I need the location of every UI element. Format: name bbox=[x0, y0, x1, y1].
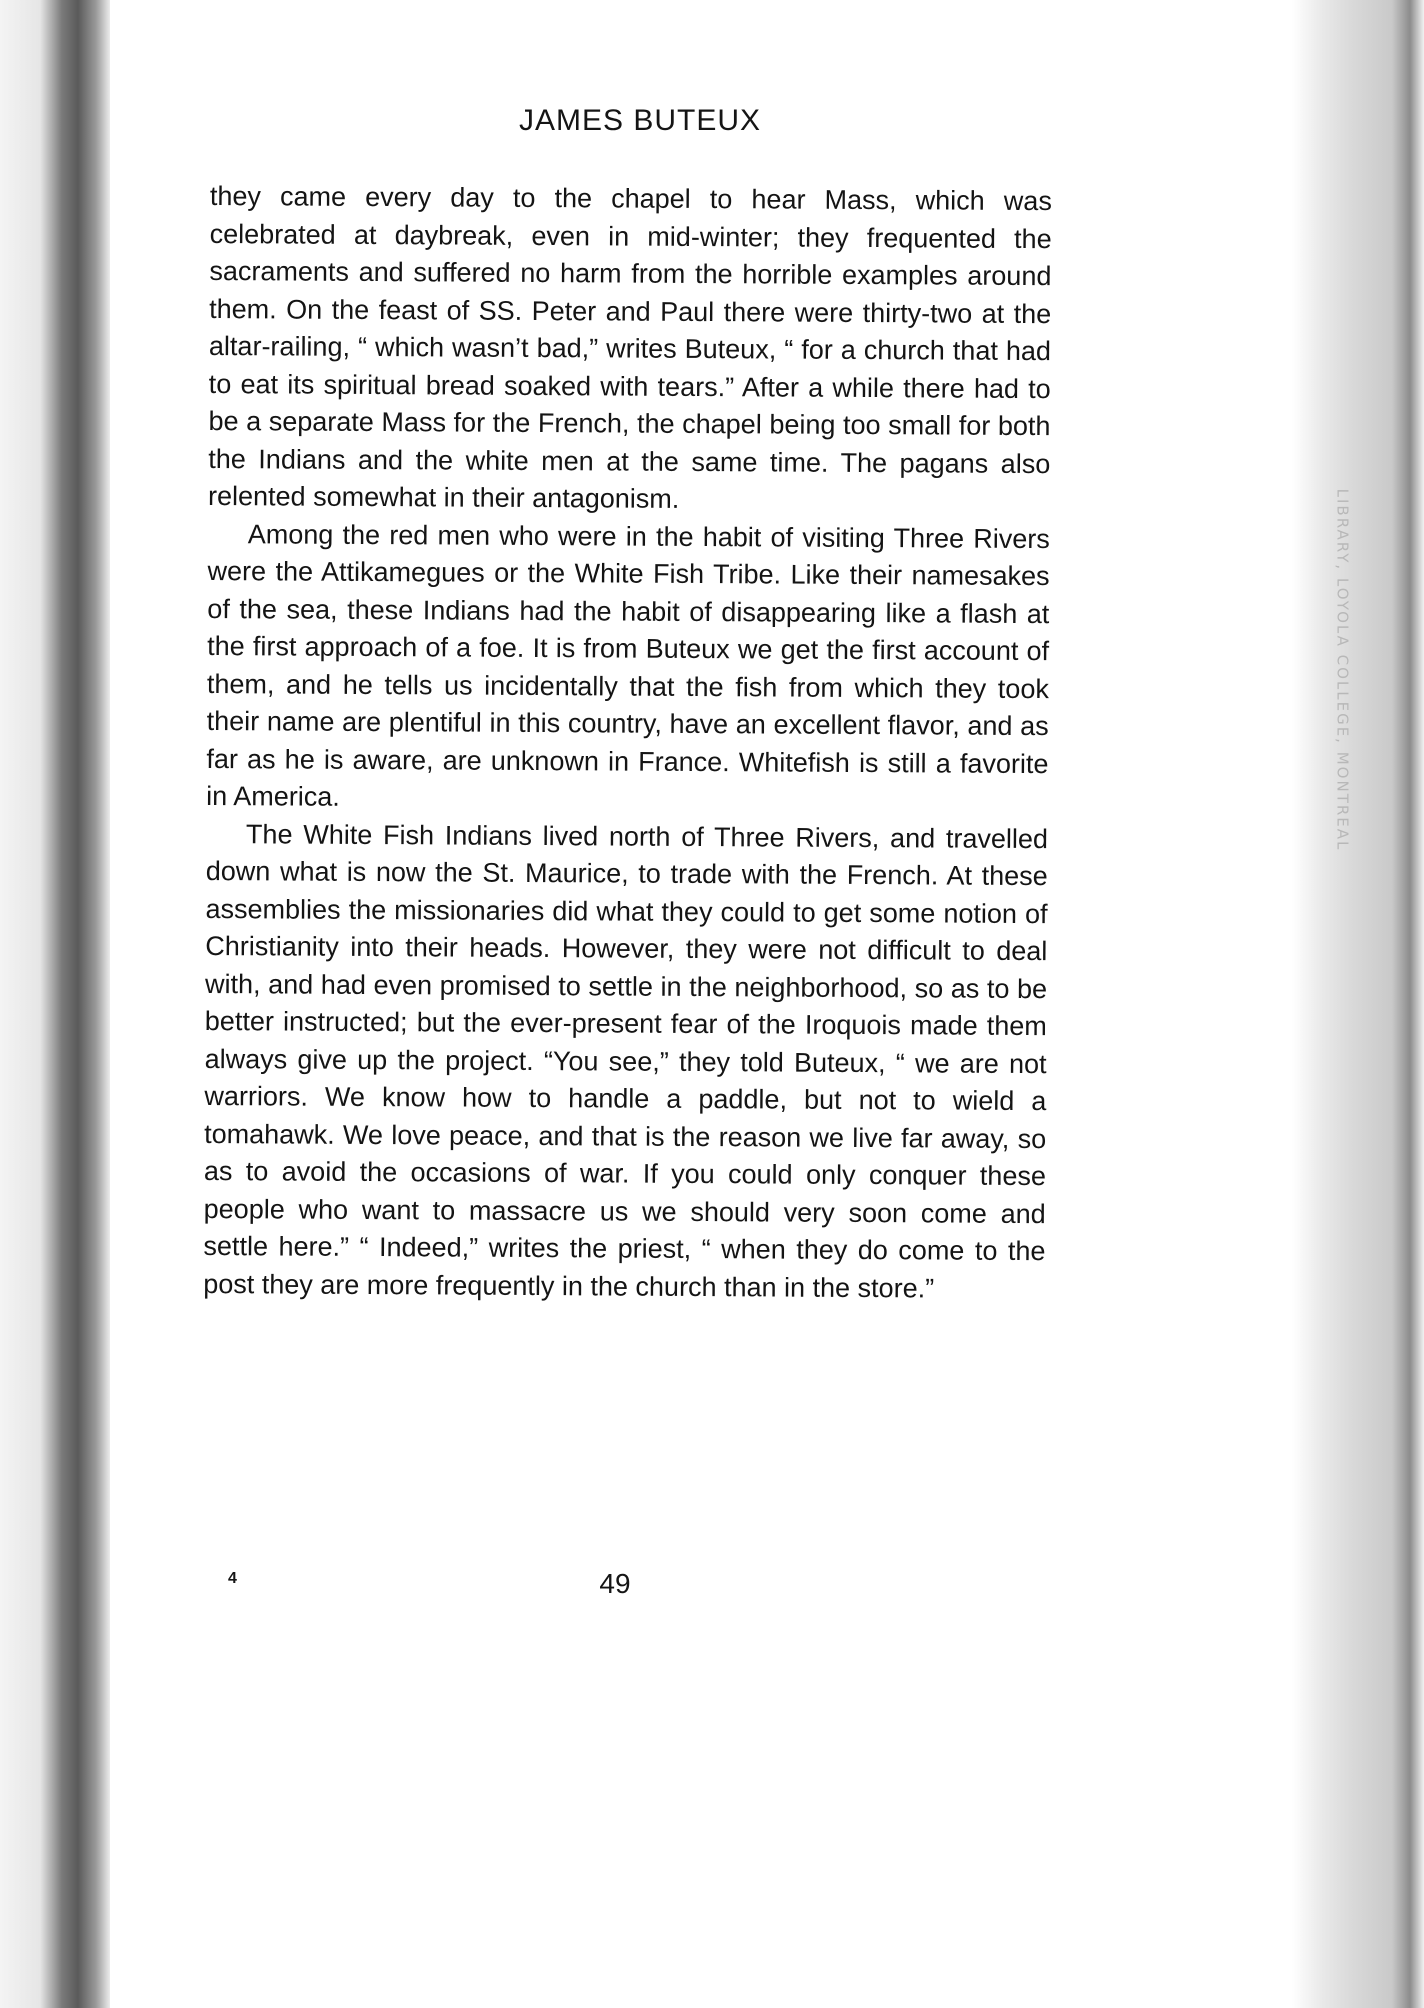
running-title: JAMES BUTEUX bbox=[518, 104, 762, 137]
library-stamp bbox=[1322, 270, 1362, 1070]
page-body bbox=[203, 178, 1052, 1308]
paragraph-3: The White Fish Indians lived north of Three Rivers, and travelled down what is now the St. Maurice, to trade with the French. At these assemblies the missionaries did what they could to get some notion of Christianity into their heads. However, they were not difficult to deal with, and had even promised to settle in the neighborhood, so as to be better instructed; but the ever-present fear of the Iroquois made them always give up the project. “You see,” they told Buteux, “ we are not warriors. We know how to handle a paddle, but not to wield a tomahawk. We love peace, and that is the reason we live far away, so as to avoid the occasions of war. If you could only conquer these people who want to massacre us we should very soon come and settle here.” “ Indeed,” writes the priest, “ when they do come to the post they are more frequently in the church than in the store.” bbox=[203, 818, 1049, 1303]
library-stamp-text: LIBRARY, LOYOLA COLLEGE, MONTREAL bbox=[1333, 488, 1352, 852]
paragraph-1: they came every day to the chapel to hear Mass, which was celebrated at daybreak, even in mid-winter; they frequented the sacraments and suffered no harm from the horrible examples around them. On the feast of SS. Peter and Paul there were thirty-two at the altar-railing, “ which wasn’t bad,” writes Buteux, “ for a church that had to eat its spiritual bread soaked with tears.” After a while there had to be a separate Mass for the French, the chapel being too small for both the Indians and the white men at the same time. The pagans also relented somewhat in their antagonism. bbox=[207, 180, 1052, 514]
book-gutter-shadow bbox=[0, 0, 110, 2008]
signature-mark: 4 bbox=[228, 1570, 237, 1587]
page-number: 49 bbox=[599, 1568, 631, 1599]
paragraph-2: Among the red men who were in the habit of visiting Three Rivers were the Attikamegues or the White Fish Tribe. Like their namesakes of the sea, these Indians had the habit of disappearing like a flash at the first approach of a foe. It is from Buteux we get the first account of them, and he tells us incidentally that the fish from which they took their name are plentiful in this country, have an excellent flavor, and as far as he is aware, are unknown in France. Whitefish is still a favorite in America. bbox=[206, 518, 1050, 812]
